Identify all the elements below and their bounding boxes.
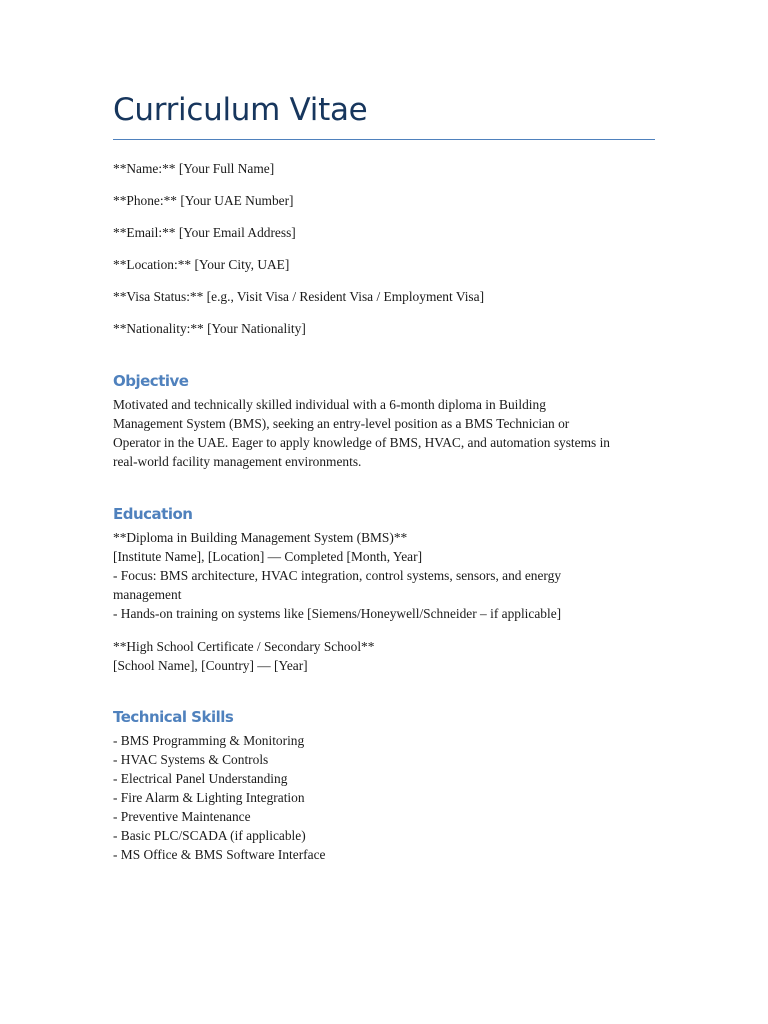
diploma-training: - Hands-on training on systems like [Siemens/Honeywell/Schneider – if applicable] <box>113 606 562 621</box>
document-title: Curriculum Vitae <box>113 92 368 128</box>
contact-visa-status: **Visa Status:** [e.g., Visit Visa / Resident Visa / Employment Visa] <box>113 289 485 304</box>
education-heading: Education <box>113 505 193 523</box>
list-item: - MS Office & BMS Software Interface <box>113 847 326 862</box>
objective-paragraph <box>113 395 658 471</box>
contact-phone: **Phone:** [Your UAE Number] <box>113 193 294 208</box>
diploma-institute: [Institute Name], [Location] — Completed [Month, Year] <box>113 549 423 564</box>
list-item: - Preventive Maintenance <box>113 809 251 824</box>
objective-heading: Objective <box>113 372 189 390</box>
list-item: - BMS Programming & Monitoring <box>113 733 305 748</box>
contact-location: **Location:** [Your City, UAE] <box>113 257 290 272</box>
title-divider <box>113 139 655 140</box>
objective-line: Motivated and technically skilled individual with a 6-month diploma in Building <box>113 397 546 412</box>
diploma-focus: - Focus: BMS architecture, HVAC integration, control systems, sensors, and energy <box>113 568 562 583</box>
objective-line: real-world facility management environments. <box>113 454 362 469</box>
objective-line: Operator in the UAE. Eager to apply knowledge of BMS, HVAC, and automation systems in <box>113 435 610 450</box>
contact-nationality: **Nationality:** [Your Nationality] <box>113 321 306 336</box>
diploma-focus-continued: management <box>113 587 182 602</box>
objective-line: Management System (BMS), seeking an entry-level position as a BMS Technician or <box>113 416 570 431</box>
skills-list <box>113 731 325 864</box>
list-item: - HVAC Systems & Controls <box>113 752 269 767</box>
education-diploma <box>113 528 658 623</box>
contact-name: **Name:** [Your Full Name] <box>113 161 275 176</box>
skills-heading: Technical Skills <box>113 708 234 726</box>
list-item: - Basic PLC/SCADA (if applicable) <box>113 828 306 843</box>
high-school-details: [School Name], [Country] — [Year] <box>113 658 308 673</box>
high-school-title: **High School Certificate / Secondary School** <box>113 639 375 654</box>
list-item: - Fire Alarm & Lighting Integration <box>113 790 305 805</box>
contact-email: **Email:** [Your Email Address] <box>113 225 296 240</box>
list-item: - Electrical Panel Understanding <box>113 771 288 786</box>
education-high-school <box>113 637 658 675</box>
diploma-title: **Diploma in Building Management System (BMS)** <box>113 530 408 545</box>
